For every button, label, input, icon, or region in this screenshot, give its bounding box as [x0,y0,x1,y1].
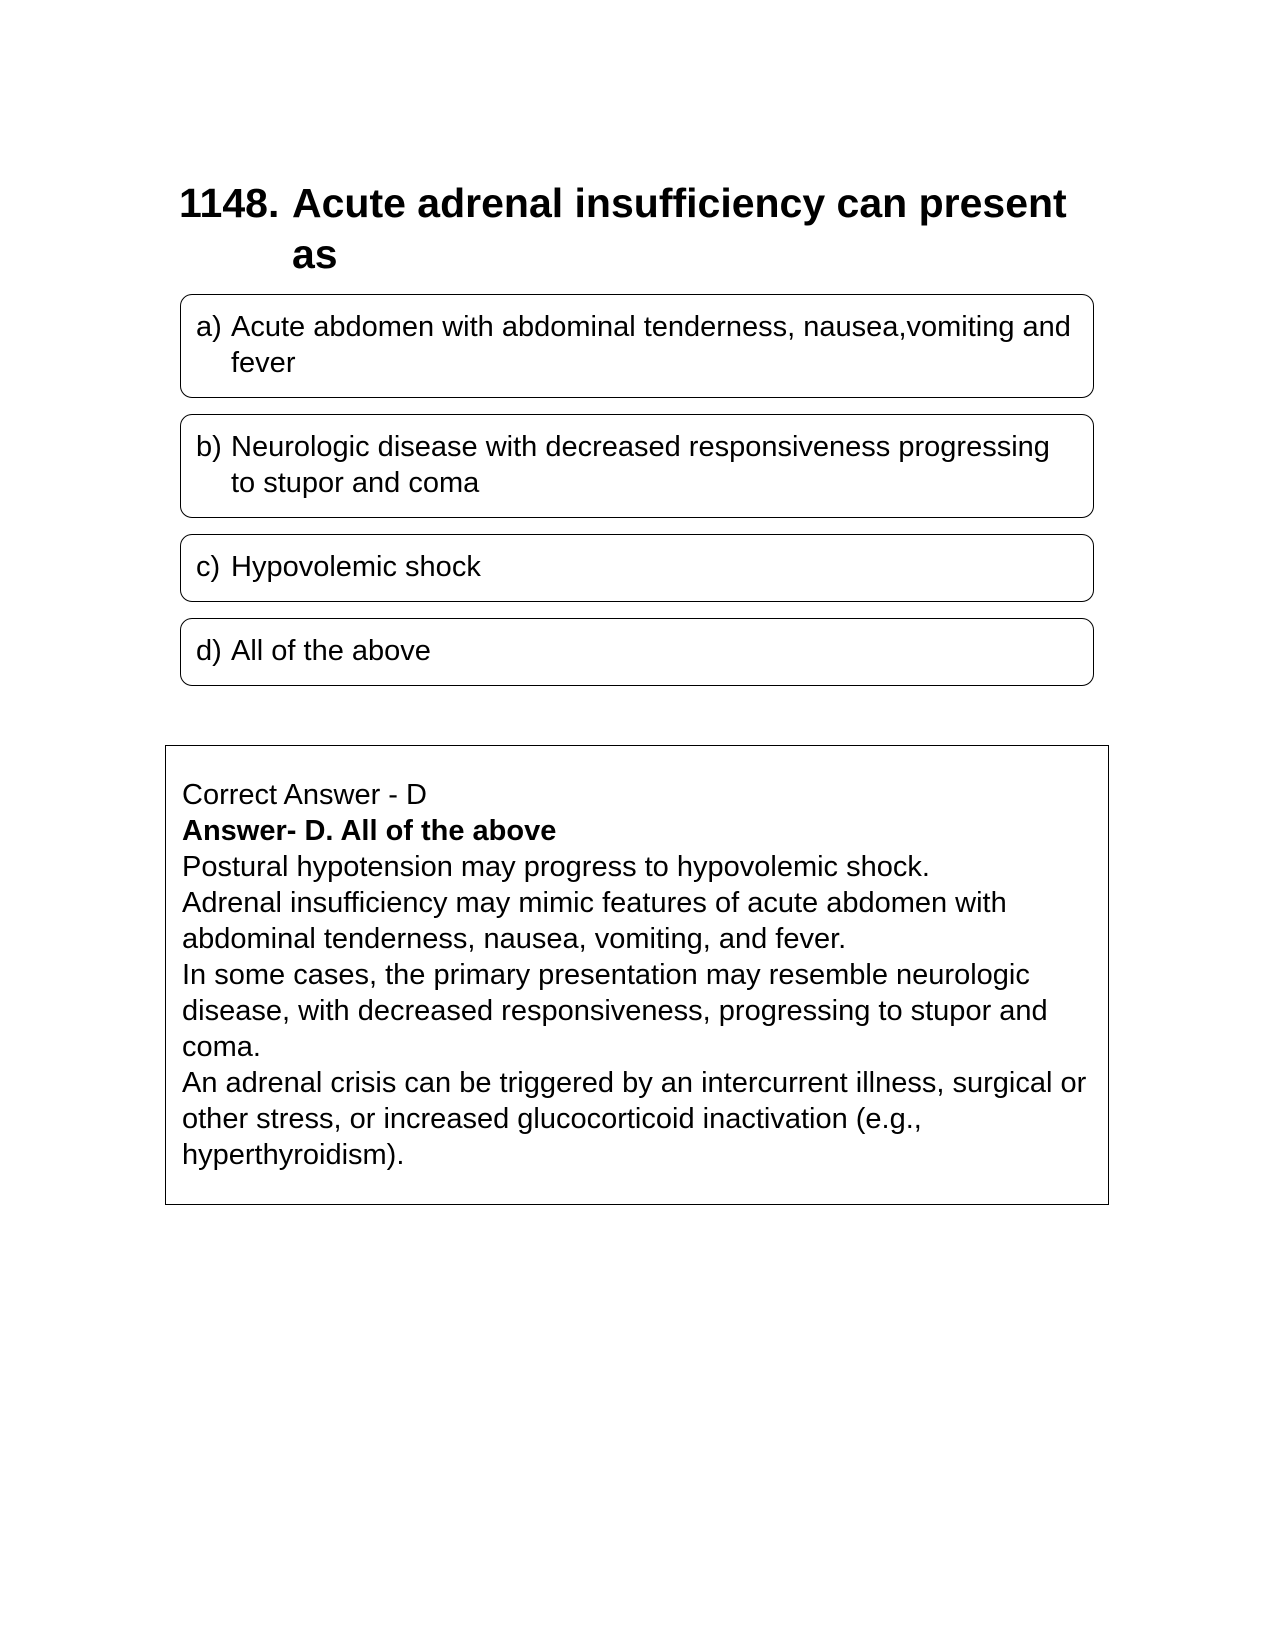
option-text: Neurologic disease with decreased responsiveness progressing to stupor and coma [231,431,1050,499]
option-letter: c) [196,551,221,583]
option-c[interactable] [180,534,1094,602]
option-letter: a) [196,311,222,343]
explanation-paragraph: Postural hypotension may progress to hypovolemic shock. [182,851,930,883]
option-letter: d) [196,635,222,667]
option-text: Acute abdomen with abdominal tenderness, nausea,vomiting and fever [231,311,1071,379]
option-a[interactable] [180,294,1094,398]
explanation-paragraph: An adrenal crisis can be triggered by an intercurrent illness, surgical or other stress, or increased glucocorticoid inactivation (e.g., hyperthyroidism). [182,1067,1087,1171]
correct-answer-line: Correct Answer - D [182,779,427,811]
question-number: 1148. [179,180,280,226]
option-b[interactable] [180,414,1094,518]
answer-heading: Answer- D. All of the above [182,815,557,847]
question-text: Acute adrenal insufficiency can present as [292,180,1067,277]
option-d[interactable] [180,618,1094,686]
option-text: Hypovolemic shock [231,551,481,583]
option-letter: b) [196,431,222,463]
option-text: All of the above [231,635,431,667]
explanation-paragraph: Adrenal insufficiency may mimic features of acute abdomen with abdominal tenderness, nausea, vomiting, and fever. [182,887,1007,955]
explanation-paragraph: In some cases, the primary presentation may resemble neurologic disease, with decreased responsiveness, progressing to stupor and coma. [182,959,1048,1063]
question-heading [179,178,1099,280]
answer-explanation-box [165,745,1109,1205]
